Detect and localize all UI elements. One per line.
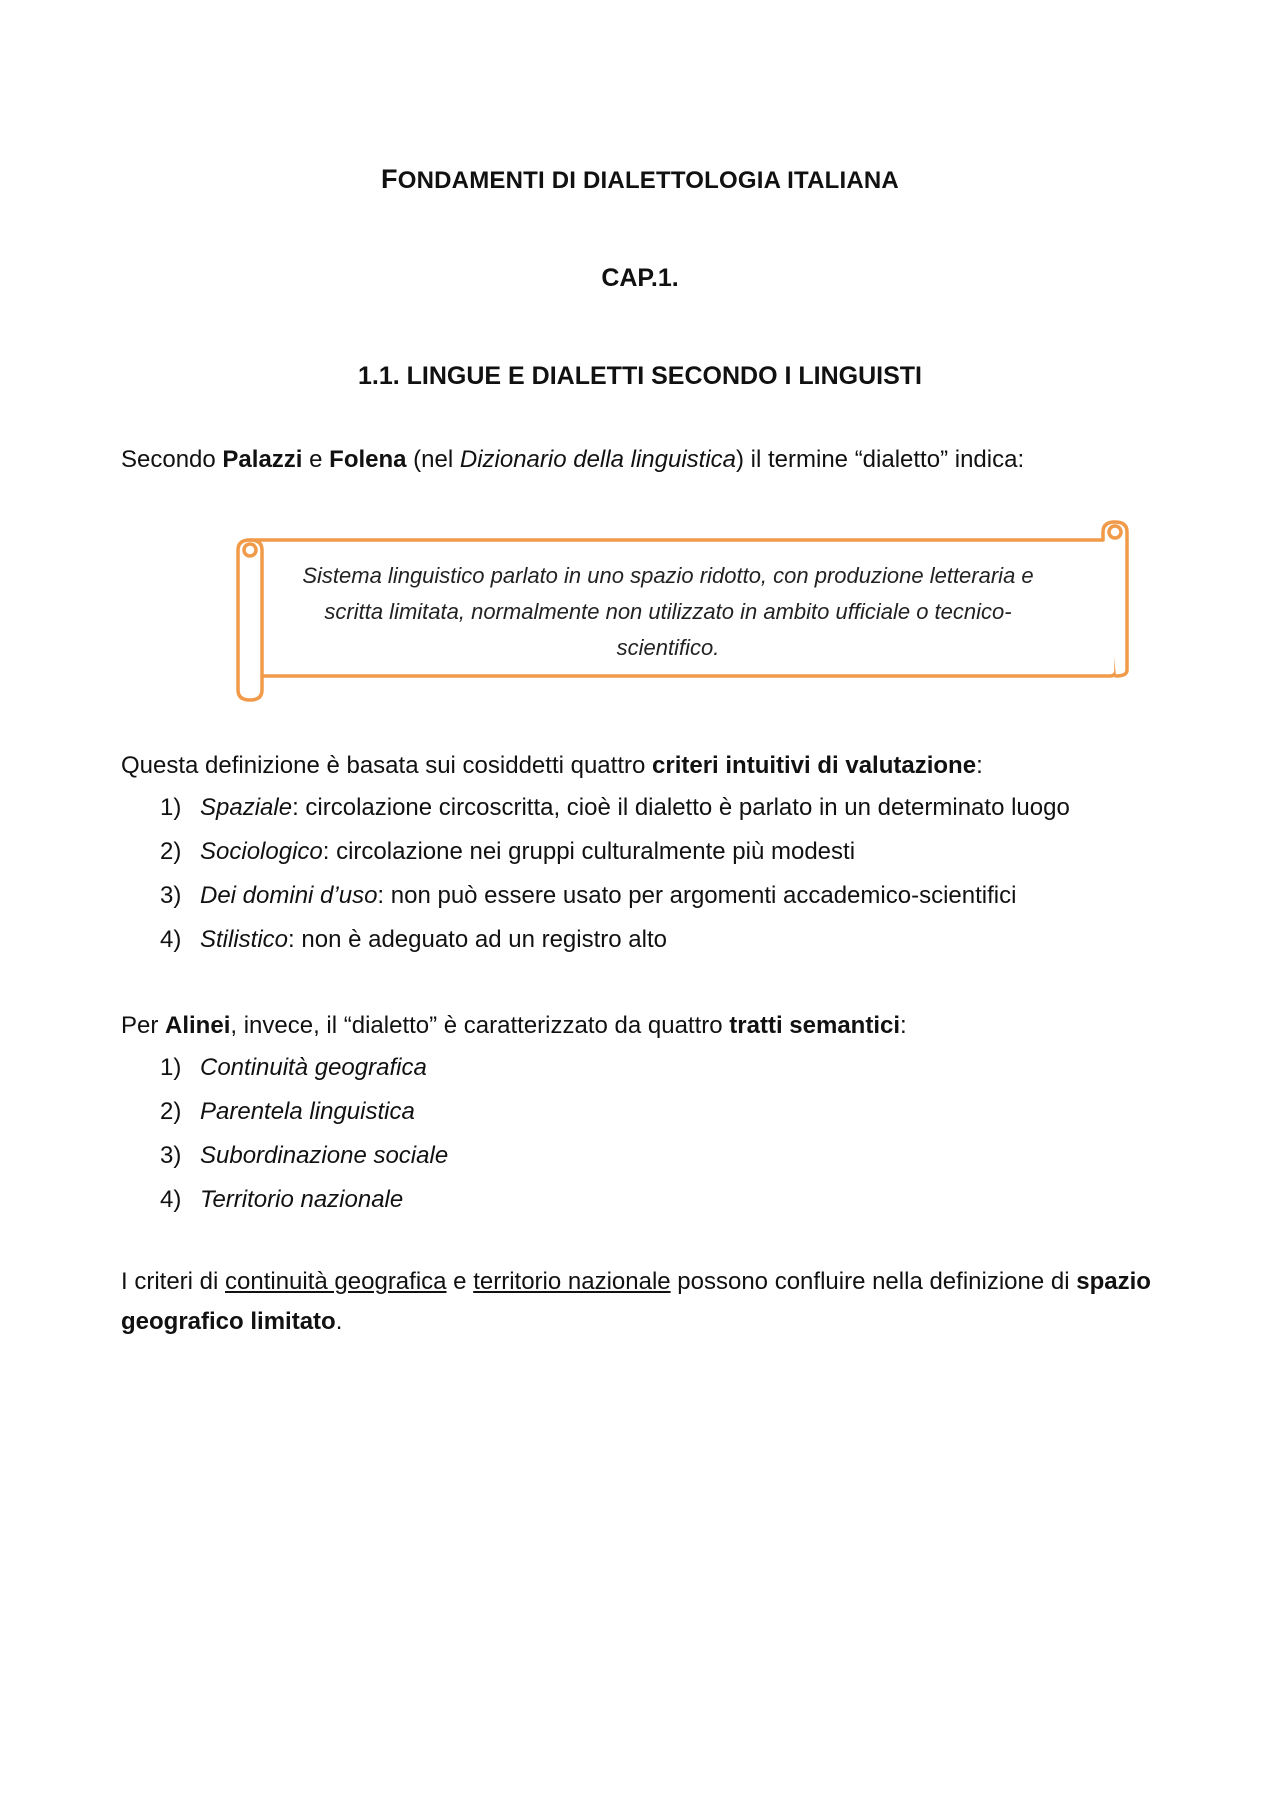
intro-text: (nel xyxy=(406,446,460,473)
definition-text: Sistema linguistico parlato in uno spazio ridotto, con produzione letteraria e scritta limitata, normalmente non utilizzato in ambito ufficiale o tecnico-scientifico. xyxy=(302,563,1034,660)
conclusion-end: . xyxy=(335,1308,343,1335)
conclusion-text: e xyxy=(446,1268,474,1295)
item-number: 2) xyxy=(160,838,182,865)
alinei-end: : xyxy=(900,1012,907,1039)
alinei-text: Per xyxy=(121,1012,166,1039)
list-item xyxy=(160,830,1200,874)
list-item xyxy=(160,918,1200,962)
conclusion-text: possono confluire nella definizione di xyxy=(670,1268,1077,1295)
item-number: 1) xyxy=(160,794,182,821)
item-term: Spaziale xyxy=(200,794,293,821)
item-number: 3) xyxy=(160,882,182,909)
title-rest: ONDAMENTI DI DIALETTOLOGIA ITALIANA xyxy=(397,167,899,194)
alinei-text: , invece, il “dialetto” è caratterizzato da quattro xyxy=(230,1012,730,1039)
intro-text: e xyxy=(302,446,330,473)
alinei-bold: tratti semantici xyxy=(729,1012,900,1039)
intro-text: Secondo xyxy=(121,446,223,473)
work-title: Dizionario della linguistica xyxy=(459,446,736,473)
document-title xyxy=(0,164,1280,195)
intro-paragraph xyxy=(121,440,1181,480)
item-term: Territorio nazionale xyxy=(200,1186,404,1213)
author-alinei: Alinei xyxy=(165,1012,231,1039)
item-term: Sociologico xyxy=(200,838,323,865)
list-item xyxy=(160,786,1200,830)
item-term: Continuità geografica xyxy=(200,1054,427,1081)
alinei-intro xyxy=(121,1006,1181,1046)
criteria-lead: Questa definizione è basata sui cosiddetti quattro xyxy=(121,752,652,779)
item-desc: : circolazione circoscritta, cioè il dialetto è parlato in un determinato luogo xyxy=(292,794,1070,821)
conclusion-text: I criteri di xyxy=(121,1268,226,1295)
chapter-heading: CAP.1. xyxy=(601,264,679,292)
semantic-traits-list xyxy=(160,1046,1200,1222)
item-desc: : non può essere usato per argomenti accademico-scientifici xyxy=(377,882,1017,909)
conclusion-bold: spazio geografico limitato xyxy=(121,1268,1151,1335)
item-number: 3) xyxy=(160,1142,182,1169)
list-item xyxy=(160,1134,1200,1178)
definition-scroll xyxy=(228,518,1138,702)
criteria-end: : xyxy=(976,752,983,779)
item-number: 2) xyxy=(160,1098,182,1125)
item-number: 4) xyxy=(160,926,182,953)
conclusion-paragraph xyxy=(121,1262,1181,1342)
item-number: 1) xyxy=(160,1054,182,1081)
intro-text: ) il termine “dialetto” indica: xyxy=(736,446,1025,473)
underlined-term: continuità geografica xyxy=(225,1268,447,1295)
item-term: Stilistico xyxy=(200,926,289,953)
list-item xyxy=(160,1090,1200,1134)
list-item xyxy=(160,874,1200,918)
item-desc: : non è adeguato ad un registro alto xyxy=(288,926,667,953)
list-item xyxy=(160,1046,1200,1090)
list-item xyxy=(160,1178,1200,1222)
underlined-term: territorio nazionale xyxy=(473,1268,671,1295)
item-desc: : circolazione nei gruppi culturalmente più modesti xyxy=(322,838,856,865)
criteria-bold: criteri intuitivi di valutazione xyxy=(652,752,977,779)
item-term: Dei domini d’uso xyxy=(200,882,378,909)
author-palazzi: Palazzi xyxy=(222,446,303,473)
item-term: Parentela linguistica xyxy=(200,1098,415,1125)
item-number: 4) xyxy=(160,1186,182,1213)
criteria-list xyxy=(160,786,1200,962)
title-initial: F xyxy=(381,164,398,194)
item-term: Subordinazione sociale xyxy=(200,1142,449,1169)
section-heading: 1.1. LINGUE E DIALETTI SECONDO I LINGUISTI xyxy=(358,362,922,390)
criteria-intro xyxy=(121,746,1181,786)
author-folena: Folena xyxy=(329,446,407,473)
